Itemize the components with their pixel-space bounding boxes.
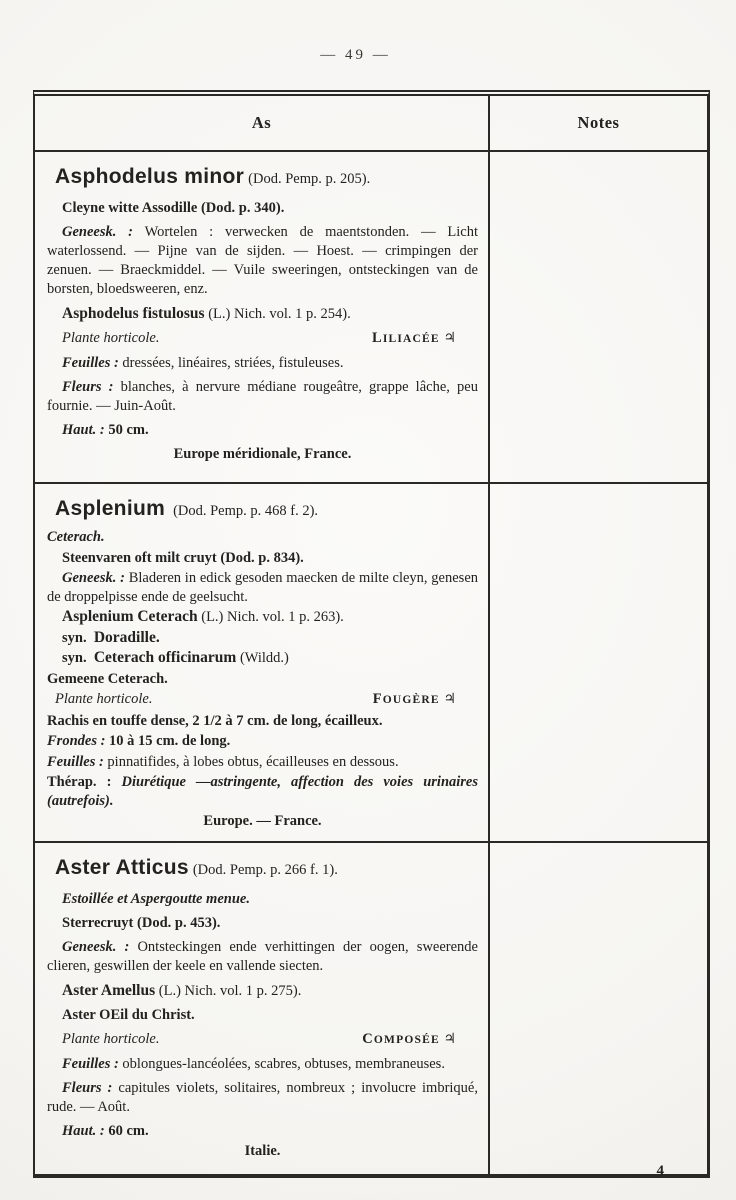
therap-text: Diurétique —astringente, affection des voies urinaires (autrefois). <box>47 774 479 809</box>
geneesk-line <box>47 569 478 606</box>
haut-line <box>47 421 478 440</box>
species-line <box>47 608 478 627</box>
therap-line <box>47 773 478 810</box>
species-name: Asphodelus fistulosus <box>62 305 205 322</box>
geneesk-label: Geneesk. : <box>62 570 125 586</box>
species-line <box>47 981 478 1001</box>
geneesk-text: Ontsteckingen ende verhittingen der oogen, sweerende clieren, geswillen der keele en vallende siecten. <box>47 938 478 974</box>
entry-name: Asplenium <box>55 497 166 520</box>
vernacular-name-line: Sterrecruyt (Dod. p. 453). <box>62 914 221 931</box>
syn-name: Ceterach officinarum <box>93 649 237 666</box>
feuilles-text: pinnatifides, à lobes obtus, écailleuses en dessous. <box>107 753 399 770</box>
fleurs-label: Fleurs : <box>62 379 114 395</box>
fleurs-line <box>47 378 478 416</box>
entry-asplenium <box>35 482 490 841</box>
plante-horticole-label: Plante horticole. <box>55 691 153 707</box>
entry-title-line <box>55 855 478 883</box>
family-name: FOUGÈRE <box>372 691 440 707</box>
entry-aster-atticus <box>35 841 490 1174</box>
feuilles-line <box>47 1055 478 1074</box>
geneesk-line <box>47 223 478 299</box>
distribution-line: Italie. <box>244 1142 281 1159</box>
fleurs-line <box>47 1079 478 1117</box>
distribution-line: Europe méridionale, France. <box>173 446 352 462</box>
vernacular-name-line: Cleyne witte Assodille (Dod. p. 340). <box>62 200 285 216</box>
vernacular-name-line: Steenvaren oft milt cruyt (Dod. p. 834). <box>62 549 304 566</box>
entry-reference: (Dod. Pemp. p. 205). <box>248 171 371 187</box>
frondes-label: Frondes : <box>47 733 106 749</box>
syn-reference: (Wildd.) <box>239 650 289 666</box>
fleurs-label: Fleurs : <box>62 1079 113 1096</box>
family-name: COMPOSÉE <box>362 1030 440 1047</box>
feuilles-line <box>47 753 478 772</box>
entry-asphodelus-minor <box>35 152 490 482</box>
entry-title-line <box>55 496 478 524</box>
species-line <box>47 304 478 324</box>
geneesk-line <box>47 938 478 976</box>
haut-value: 50 cm. <box>108 422 149 438</box>
page-number-bottom: 4 <box>656 1163 664 1179</box>
family-line <box>47 1030 478 1050</box>
species-name: Aster Amellus <box>62 981 156 999</box>
entry-reference: (Dod. Pemp. p. 468 f. 2). <box>173 503 319 519</box>
family-line <box>47 690 478 710</box>
feuilles-text: oblongues-lancéolées, scabres, obtuses, membraneuses. <box>122 1055 445 1072</box>
geneesk-text: Wortelen : verwecken de maentstonden. — Licht waterlossend. — Pijne van de sijden. — Hoest. — crimpingen der zenuen. — Braeckmiddel. — Vuile sweeringen, ontsteckingen van de borsten, bloedsweeren, enz. <box>47 224 478 297</box>
perennial-symbol-icon: ♃ <box>443 691 456 707</box>
feuilles-text: dressées, linéaires, striées, fistuleuses. <box>122 355 344 371</box>
syn-name: Doradille. <box>93 628 160 646</box>
plante-horticole-label: Plante horticole. <box>62 330 160 346</box>
family-name: LILIACÉE <box>371 330 440 346</box>
syn-label: syn. <box>62 629 87 646</box>
geneesk-label: Geneesk. : <box>62 224 133 240</box>
entry-title-line <box>55 164 478 192</box>
notes-cell-empty <box>490 841 707 1174</box>
haut-line <box>47 1122 478 1141</box>
family-line <box>47 329 478 349</box>
geneesk-label: Geneesk. : <box>62 938 130 955</box>
fleurs-text: capitules violets, solitaires, nombreux ; involucre imbriqué, rude. — Août. <box>47 1079 478 1115</box>
geneesk-text: Bladeren in edick gesoden maecken de milte cleyn, genesen de droppelpisse ende de geelsucht. <box>47 570 479 605</box>
rachis-line: Rachis en touffe dense, 2 1/2 à 7 cm. de long, écailleux. <box>47 712 383 729</box>
entry-name: Aster Atticus <box>55 855 189 879</box>
distribution-line: Europe. — France. <box>203 813 322 829</box>
french-names-line: Estoillée et Aspergoutte menue. <box>62 890 250 907</box>
feuilles-label: Feuilles : <box>47 753 104 770</box>
plante-horticole-label: Plante horticole. <box>62 1030 160 1047</box>
species-name: Asplenium Ceterach <box>62 608 198 625</box>
vernacular-name-line: Gemeene Ceterach. <box>47 670 168 687</box>
haut-value: 60 cm. <box>108 1122 149 1139</box>
feuilles-line <box>47 354 478 373</box>
feuilles-label: Feuilles : <box>62 355 119 371</box>
synonym-line <box>47 649 478 668</box>
frondes-line <box>47 732 478 751</box>
column-header-notes: Notes <box>490 96 707 152</box>
haut-label: Haut. : <box>62 1122 105 1139</box>
feuilles-label: Feuilles : <box>62 1055 119 1072</box>
frondes-text: 10 à 15 cm. de long. <box>109 733 231 749</box>
notes-cell-empty <box>490 152 707 482</box>
latin-synonym-line: Ceterach. <box>47 529 105 545</box>
species-reference: (L.) Nich. vol. 1 p. 254). <box>208 306 351 322</box>
column-header-as: As <box>35 96 490 152</box>
species-reference: (L.) Nich. vol. 1 p. 275). <box>158 982 302 999</box>
vernacular-name-line: Aster OEil du Christ. <box>62 1006 195 1023</box>
entry-name: Asphodelus minor <box>55 165 245 188</box>
haut-label: Haut. : <box>62 422 105 438</box>
species-reference: (L.) Nich. vol. 1 p. 263). <box>201 609 344 625</box>
notes-cell-empty <box>490 482 707 841</box>
catalog-table <box>33 90 710 1178</box>
fleurs-text: blanches, à nervure médiane rougeâtre, grappe lâche, peu fournie. — Juin-Août. <box>47 379 478 414</box>
perennial-symbol-icon: ♃ <box>443 1030 456 1047</box>
synonym-line <box>47 629 478 648</box>
therap-label: Thérap. : <box>47 774 112 790</box>
page-number-top: — 49 — <box>320 47 391 63</box>
perennial-symbol-icon: ♃ <box>443 330 456 346</box>
syn-label: syn. <box>62 650 87 666</box>
entry-reference: (Dod. Pemp. p. 266 f. 1). <box>192 861 338 878</box>
